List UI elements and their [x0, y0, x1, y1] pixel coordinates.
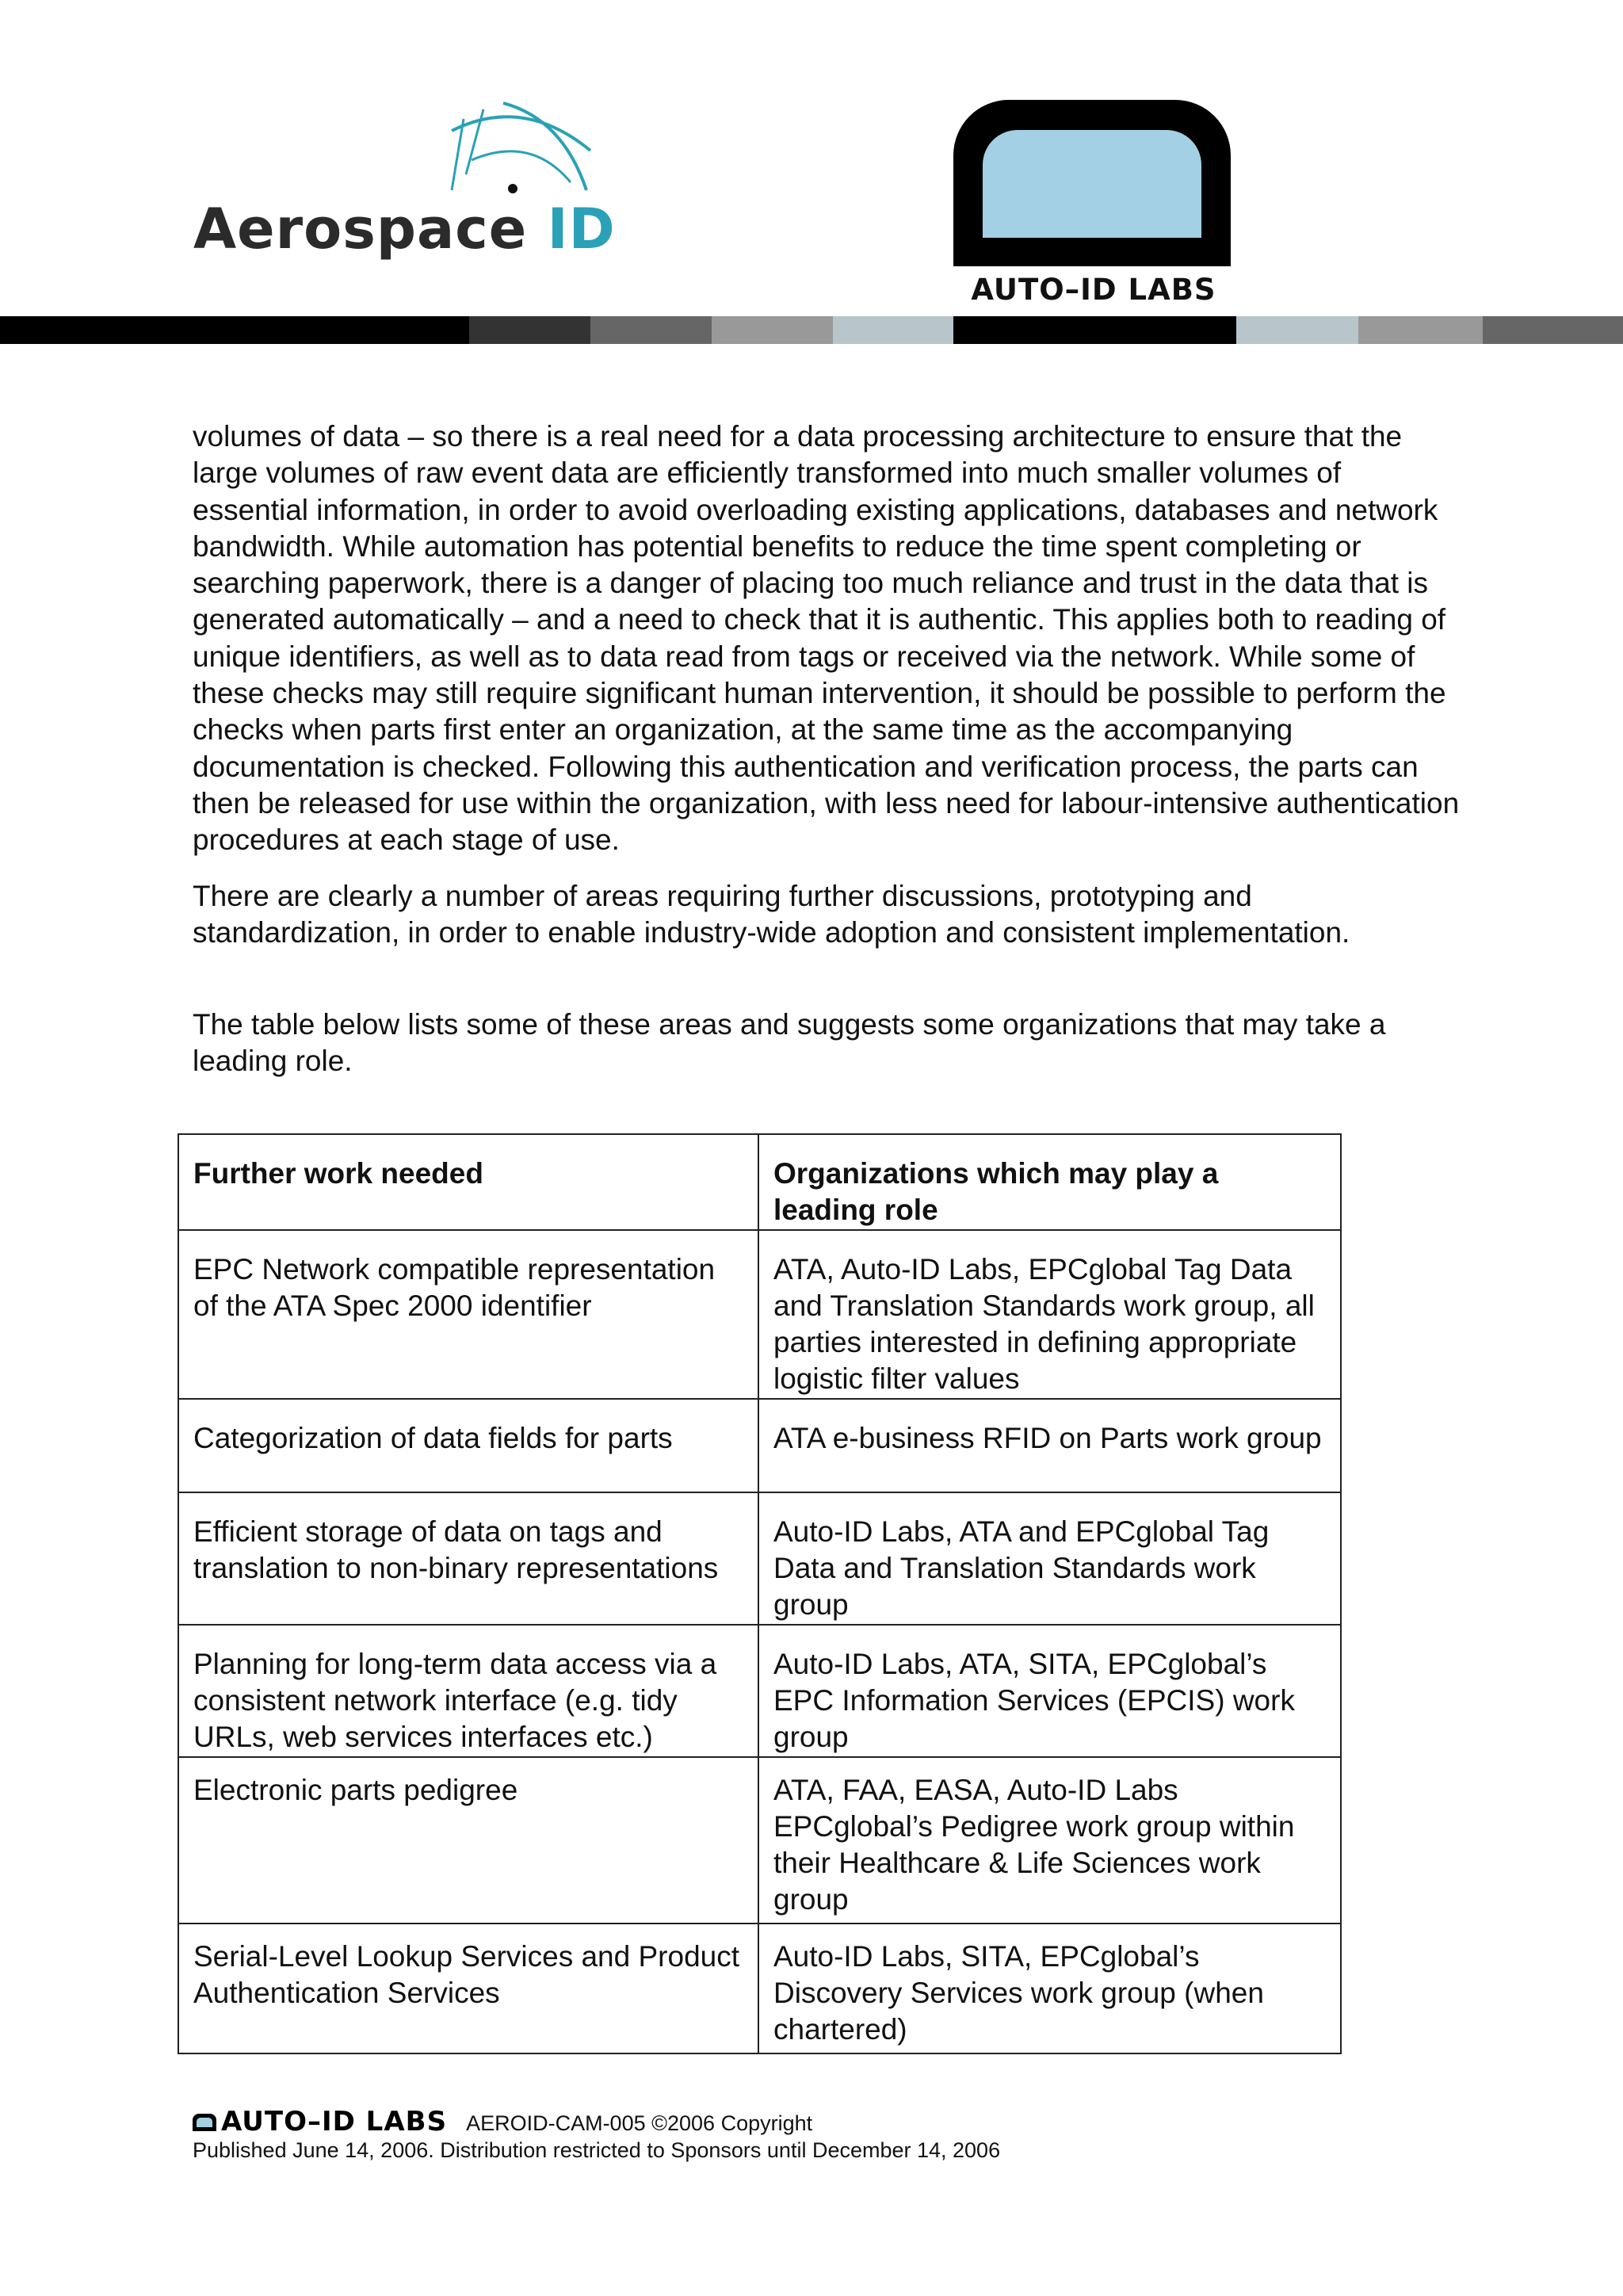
organizations-cell: ATA, Auto-ID Labs, EPCglobal Tag Data and Translation Standards work group, all parties interested in defining appropriate logistic filter values — [758, 1230, 1341, 1399]
footer-auto-id-labs-logo — [193, 2107, 447, 2136]
body-paragraph-2: There are clearly a number of areas requiring further discussions, prototyping and standardization, in order to enable industry-wide adoption and consistent implementation. — [193, 880, 1350, 949]
table-row — [178, 1492, 1341, 1625]
page-footer — [193, 2104, 1461, 2163]
table-header-row — [178, 1134, 1341, 1230]
stripe-segment — [1358, 316, 1483, 344]
aerospace-word: Aerospace — [193, 197, 528, 262]
stripe-segment — [833, 316, 953, 344]
auto-id-labs-text: AUTO–ID LABS — [971, 273, 1216, 307]
auto-id-labs-logo — [951, 95, 1236, 317]
table-row — [178, 1230, 1341, 1399]
header-stripe — [0, 316, 1623, 344]
work-cell: Categorization of data fields for parts — [178, 1399, 758, 1492]
stripe-segment — [953, 316, 1236, 344]
work-cell: Electronic parts pedigree — [178, 1757, 758, 1924]
work-cell: Planning for long-term data access via a consistent network interface (e.g. tidy URLs, web services interfaces etc.) — [178, 1625, 758, 1757]
stripe-segment — [590, 316, 712, 344]
work-cell: Efficient storage of data on tags and translation to non-binary representations — [178, 1492, 758, 1625]
publication-note: Published June 14, 2006. Distribution restricted to Sponsors until December 14, 2006 — [193, 2138, 1001, 2162]
header-further-work: Further work needed — [178, 1134, 758, 1230]
header-organizations: Organizations which may play a leading role — [758, 1134, 1341, 1230]
table-row — [178, 1625, 1341, 1757]
organizations-cell: ATA, FAA, EASA, Auto-ID Labs EPCglobal’s Pedigree work group within their Healthcare & Life Sciences work group — [758, 1757, 1341, 1924]
work-cell: EPC Network compatible representation of the ATA Spec 2000 identifier — [178, 1230, 758, 1399]
table-row — [178, 1924, 1341, 2053]
body-paragraph-1: volumes of data – so there is a real need for a data processing architecture to ensure that the large volumes of raw event data are efficiently transformed into much smaller volumes of essential information, in order to avoid overloading existing applications, databases and network bandwidth. While automation has potential benefits to reduce the time spent completing or searching paperwork, there is a danger of placing too much reliance and trust in the data that is generated automatically – and a need to check that it is authentic. This applies both to reading of unique identifiers, as well as to data read from tags or received via the network. While some of these checks may still require significant human intervention, it should be possible to perform the checks when parts first enter an organization, at the same time as the accompanying documentation is checked. Following this authentication and verification process, the parts can then be released for use within the organization, with less need for labour-intensive authentication procedures at each stage of use. — [193, 420, 1460, 857]
work-cell: Serial-Level Lookup Services and Product Authentication Services — [178, 1924, 758, 2053]
id-word: ID — [547, 197, 616, 262]
organizations-cell: Auto-ID Labs, ATA, SITA, EPCglobal’s EPC Information Services (EPCIS) work group — [758, 1625, 1341, 1757]
document-code: AEROID-CAM-005 ©2006 Copyright — [466, 2111, 813, 2135]
body-paragraph-3: The table below lists some of these areas and suggests some organizations that may take a leading role. — [193, 1008, 1386, 1078]
logo-screen — [983, 130, 1201, 238]
table-row — [178, 1399, 1341, 1492]
table-row — [178, 1757, 1341, 1924]
organizations-cell: Auto-ID Labs, SITA, EPCglobal’s Discovery Services work group (when chartered) — [758, 1924, 1341, 2053]
organizations-cell: ATA e-business RFID on Parts work group — [758, 1399, 1341, 1492]
auto-id-labs-icon — [193, 2114, 216, 2133]
stripe-segment — [712, 316, 833, 344]
stripe-segment — [1236, 316, 1358, 344]
aerospace-id-logo — [190, 87, 618, 269]
organizations-cell: Auto-ID Labs, ATA and EPCglobal Tag Data and Translation Standards work group — [758, 1492, 1341, 1625]
stripe-segment — [0, 316, 469, 344]
further-work-table — [178, 1133, 1342, 2054]
stripe-segment — [469, 316, 590, 344]
footer-logo-text: AUTO–ID LABS — [221, 2106, 448, 2137]
stripe-segment — [1483, 316, 1623, 344]
